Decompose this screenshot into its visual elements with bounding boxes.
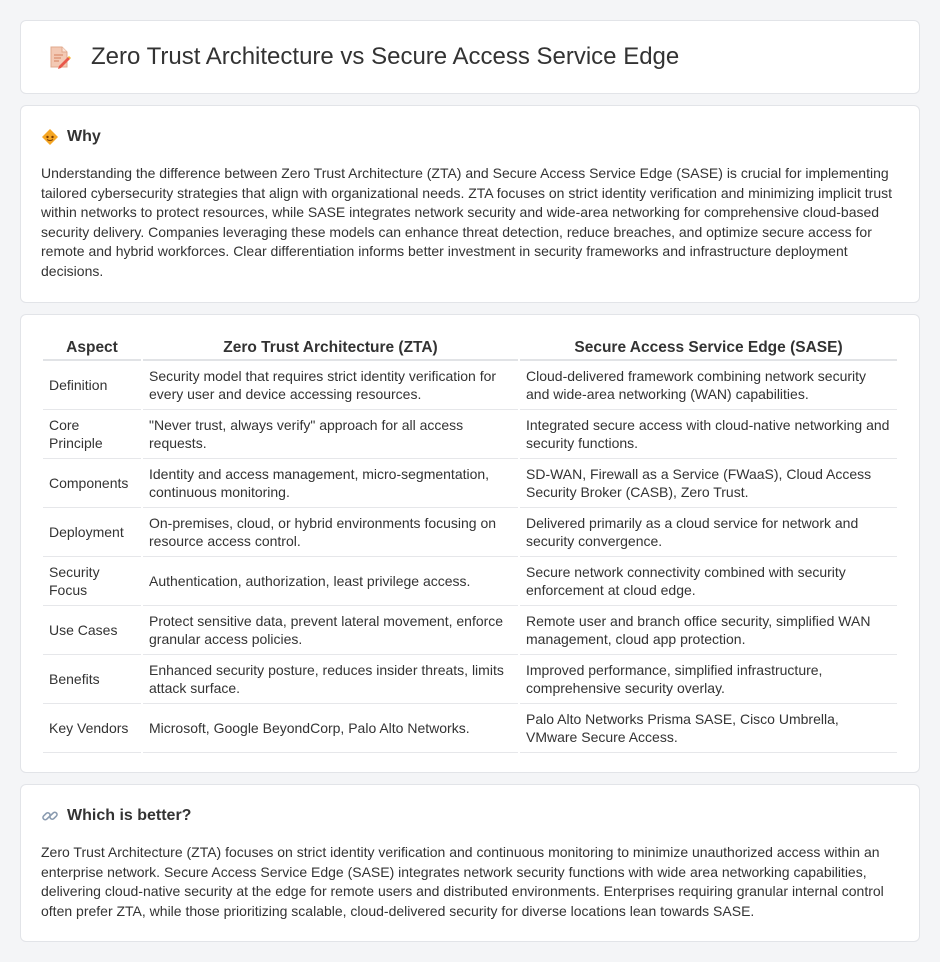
which-better-section	[20, 784, 920, 942]
sase-cell: Secure network connectivity combined with security enforcement at cloud edge.	[520, 557, 897, 606]
sase-cell: Integrated secure access with cloud-native networking and security functions.	[520, 410, 897, 459]
comparison-card	[20, 314, 920, 773]
zta-cell: Protect sensitive data, prevent lateral movement, enforce granular access policies.	[143, 606, 518, 655]
sase-cell: Cloud-delivered framework combining network security and wide-area networking (WAN) capabilities.	[520, 361, 897, 410]
header-zta: Zero Trust Architecture (ZTA)	[143, 333, 518, 361]
table-row	[43, 704, 897, 753]
better-text: Zero Trust Architecture (ZTA) focuses on strict identity verification and continuous monitoring to minimize unauthorized access within an enterprise network. Secure Access Service Edge (SASE) integrates network security functions with wide area networking capabilities, delivering cloud-native security at the edge for remote users and distributed environments. Enterprises requiring granular internal control often prefer ZTA, while those prioritizing scalable, cloud-delivered security for diverse locations lean towards SASE.	[41, 844, 884, 919]
better-heading: Which is better?	[67, 807, 192, 824]
link-icon	[41, 807, 59, 825]
zta-cell: Identity and access management, micro-segmentation, continuous monitoring.	[143, 459, 518, 508]
zta-cell: Authentication, authorization, least privilege access.	[143, 557, 518, 606]
zta-cell: Microsoft, Google BeyondCorp, Palo Alto Networks.	[143, 704, 518, 753]
header-aspect: Aspect	[43, 333, 141, 361]
zta-cell: "Never trust, always verify" approach for all access requests.	[143, 410, 518, 459]
table-row	[43, 508, 897, 557]
zta-cell: Security model that requires strict identity verification for every user and device accessing resources.	[143, 361, 518, 410]
aspect-cell: Components	[43, 459, 141, 508]
zta-cell: On-premises, cloud, or hybrid environments focusing on resource access control.	[143, 508, 518, 557]
title-card	[20, 20, 920, 94]
table-header-row	[43, 333, 897, 361]
sase-cell: Remote user and branch office security, simplified WAN management, cloud app protection.	[520, 606, 897, 655]
header-sase: Secure Access Service Edge (SASE)	[520, 333, 897, 361]
table-row	[43, 361, 897, 410]
zta-cell: Enhanced security posture, reduces insider threats, limits attack surface.	[143, 655, 518, 704]
aspect-cell: Core Principle	[43, 410, 141, 459]
aspect-cell: Deployment	[43, 508, 141, 557]
comparison-table	[41, 333, 899, 753]
sase-cell: SD-WAN, Firewall as a Service (FWaaS), Cloud Access Security Broker (CASB), Zero Trust.	[520, 459, 897, 508]
sase-cell: Palo Alto Networks Prisma SASE, Cisco Umbrella, VMware Secure Access.	[520, 704, 897, 753]
aspect-cell: Use Cases	[43, 606, 141, 655]
why-header	[41, 128, 899, 146]
table-row	[43, 557, 897, 606]
table-row	[43, 606, 897, 655]
aspect-cell: Definition	[43, 361, 141, 410]
document-pencil-icon	[45, 43, 73, 71]
sase-cell: Improved performance, simplified infrastructure, comprehensive security overlay.	[520, 655, 897, 704]
sase-cell: Delivered primarily as a cloud service for network and security convergence.	[520, 508, 897, 557]
aspect-cell: Security Focus	[43, 557, 141, 606]
page-title: Zero Trust Architecture vs Secure Access Service Edge	[91, 43, 680, 70]
better-header	[41, 807, 899, 825]
table-row	[43, 459, 897, 508]
diamond-icon	[41, 128, 59, 146]
why-text: Understanding the difference between Zero Trust Architecture (ZTA) and Secure Access Service Edge (SASE) is crucial for implementing tailored cybersecurity strategies that align with organizational needs. ZTA focuses on strict identity verification and minimizing implicit trust within networks to protect resources, while SASE integrates network security and wide-area networking for comprehensive cloud-based security delivery. Companies leveraging these models can enhance threat detection, reduce breaches, and optimize secure access for remote and hybrid workforces. Clear differentiation informs better investment in security frameworks and infrastructure deployment decisions.	[41, 165, 893, 279]
why-heading: Why	[67, 128, 101, 145]
aspect-cell: Benefits	[43, 655, 141, 704]
table-row	[43, 655, 897, 704]
table-row	[43, 410, 897, 459]
why-section	[20, 105, 920, 303]
aspect-cell: Key Vendors	[43, 704, 141, 753]
